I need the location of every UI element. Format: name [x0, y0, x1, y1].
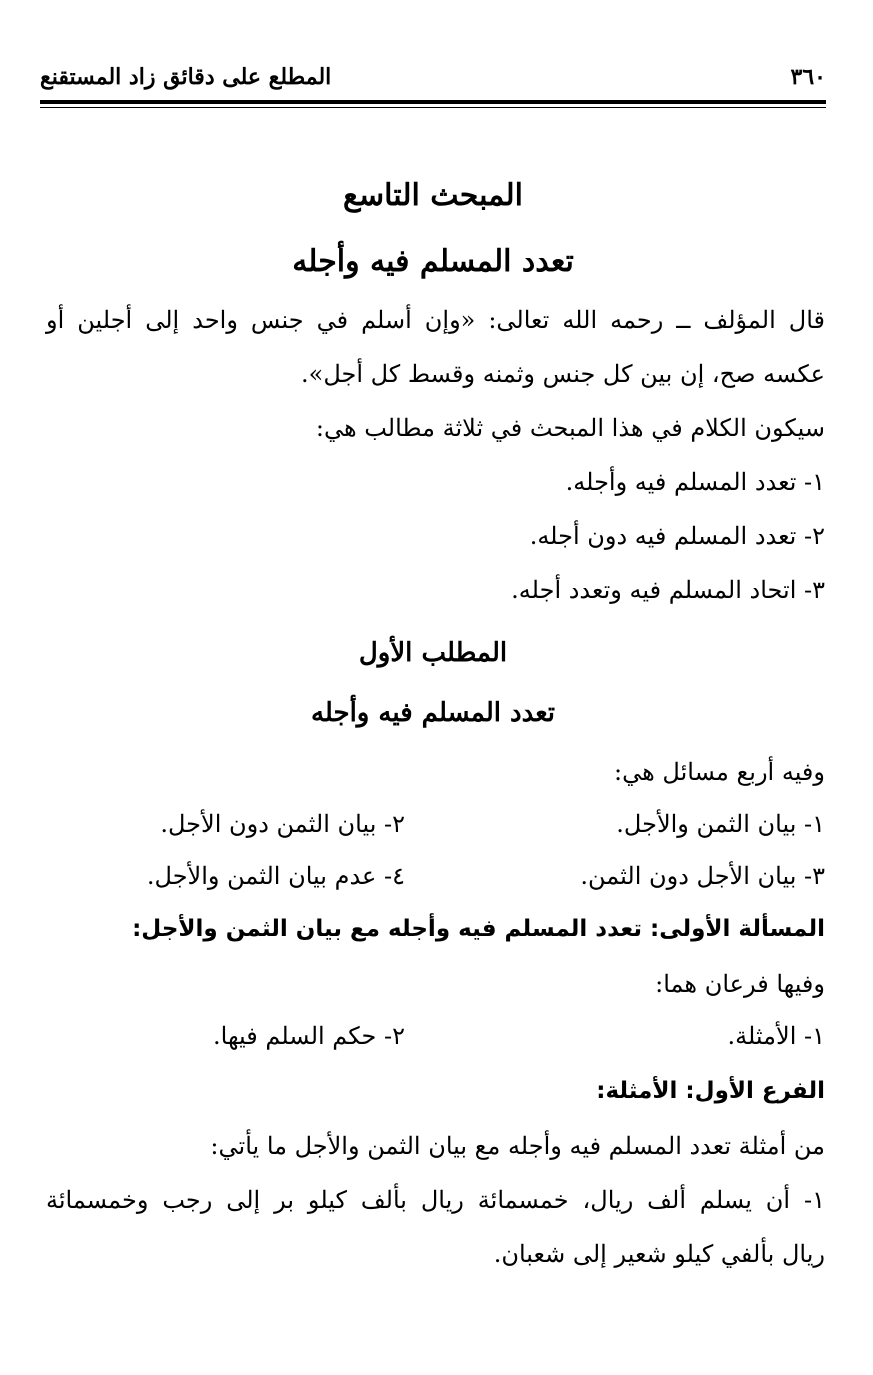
furu-intro: وفيها فرعان هما:: [655, 970, 825, 998]
first-branch-heading: الفرع الأول: الأمثلة:: [596, 1078, 825, 1104]
masala-3: ٣- بيان الأجل دون الثمن.: [580, 862, 825, 890]
intro-text: سيكون الكلام في هذا المبحث في ثلاثة مطالب هي:: [315, 414, 825, 442]
header-rule-thin: [40, 107, 826, 108]
book-title: المطلع على دقائق زاد المستقنع: [40, 64, 332, 90]
masala-2: ٢- بيان الثمن دون الأجل.: [160, 810, 405, 838]
first-question-heading: المسألة الأولى: تعدد المسلم فيه وأجله مع بيان الثمن والأجل:: [132, 916, 825, 942]
section-subtitle: تعدد المسلم فيه وأجله: [292, 244, 574, 279]
examples-intro: من أمثلة تعدد المسلم فيه وأجله مع بيان الثمن والأجل ما يأتي:: [210, 1132, 825, 1160]
far-2: ٢- حكم السلم فيها.: [213, 1022, 405, 1050]
list-item-3: ٣- اتحاد المسلم فيه وتعدد أجله.: [511, 576, 825, 604]
section-heading: المبحث التاسع: [343, 178, 523, 213]
quote-line-1: قال المؤلف ــ رحمه الله تعالى: «وإن أسلم في جنس واحد إلى أجلين أو: [46, 306, 825, 334]
list-item-1: ١- تعدد المسلم فيه وأجله.: [565, 468, 825, 496]
example-1-line-1: ١- أن يسلم ألف ريال، خمسمائة ريال بألف كيلو بر إلى رجب وخمسمائة: [46, 1186, 825, 1214]
running-header: [40, 58, 826, 96]
masala-4: ٤- عدم بيان الثمن والأجل.: [146, 862, 405, 890]
quote-line-2: عكسه صح، إن بين كل جنس وثمنه وقسط كل أجل».: [301, 360, 825, 388]
far-1: ١- الأمثلة.: [727, 1022, 825, 1050]
matlab-subtitle: تعدد المسلم فيه وأجله: [310, 698, 556, 728]
list-item-2: ٢- تعدد المسلم فيه دون أجله.: [529, 522, 825, 550]
header-rule-thick: [40, 100, 826, 104]
masala-1: ١- بيان الثمن والأجل.: [616, 810, 825, 838]
example-1-line-2: ريال بألفي كيلو شعير إلى شعبان.: [493, 1240, 825, 1268]
matlab-heading: المطلب الأول: [358, 638, 508, 668]
masail-intro: وفيه أربع مسائل هي:: [614, 758, 825, 786]
page-number: ٣٦٠: [790, 64, 826, 90]
